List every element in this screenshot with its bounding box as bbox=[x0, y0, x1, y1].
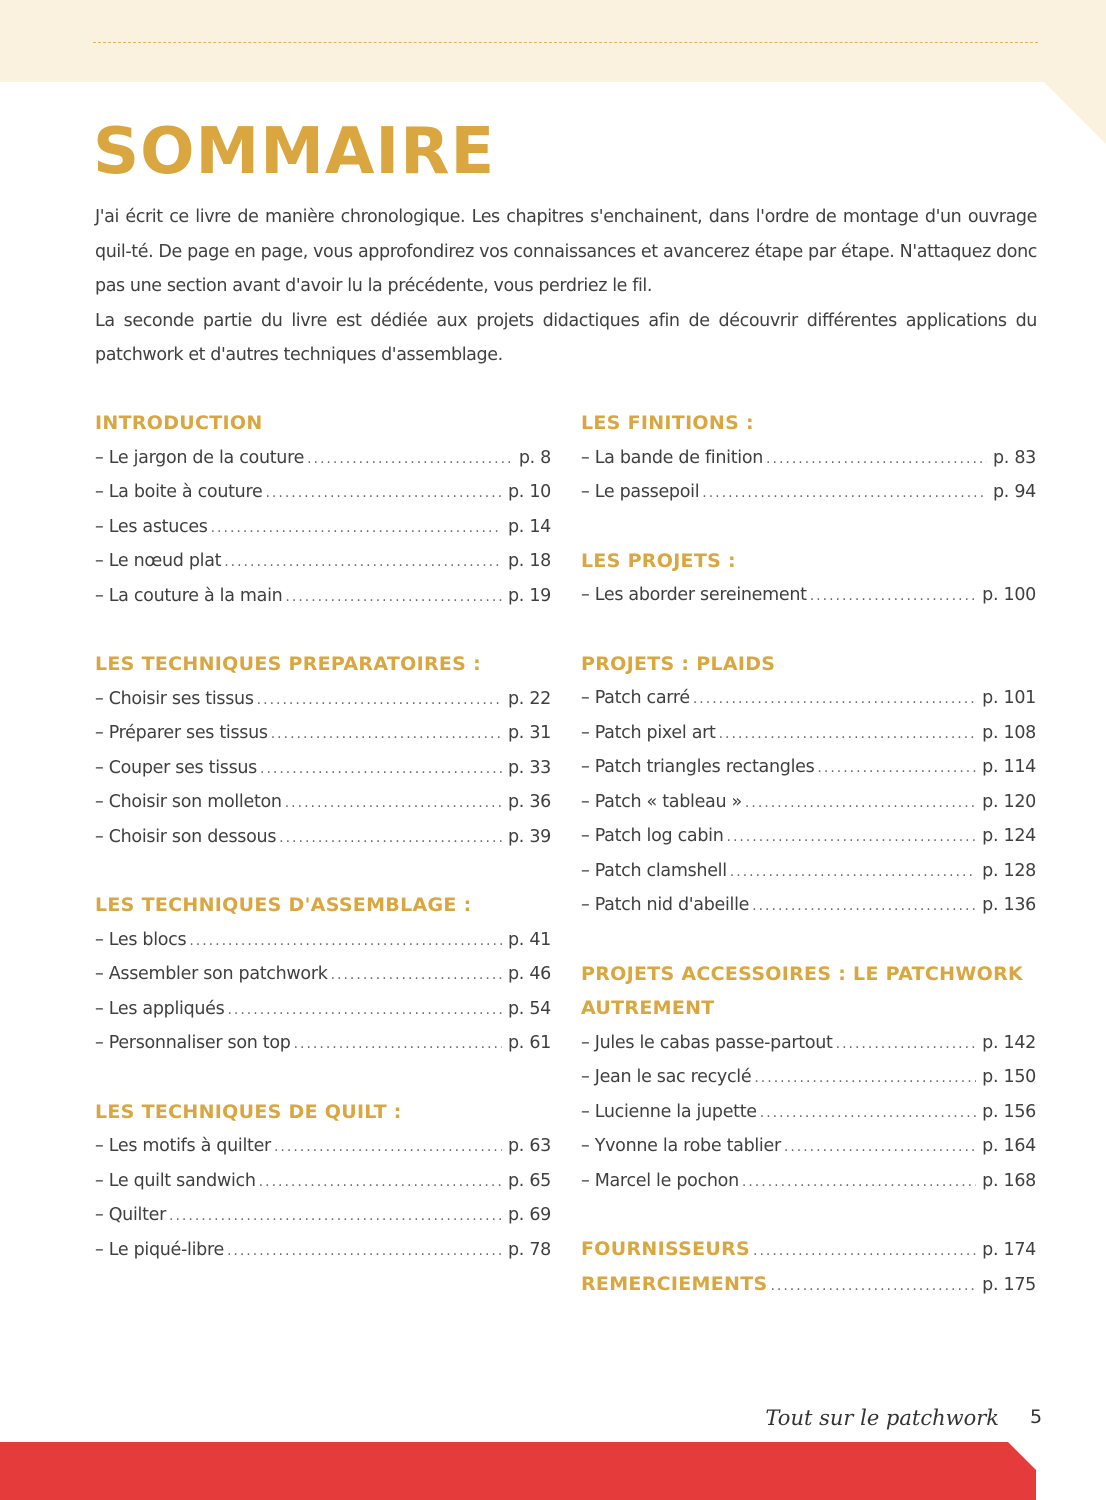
toc-entry[interactable] bbox=[95, 1164, 551, 1199]
toc-entry-page: p. 19 bbox=[507, 585, 551, 606]
toc-entry-label: – Patch nid d'abeille bbox=[581, 895, 750, 915]
toc-entry-page: p. 120 bbox=[982, 791, 1036, 812]
toc-entry-label: – Marcel le pochon bbox=[581, 1170, 739, 1191]
toc-entry[interactable] bbox=[95, 1026, 551, 1061]
dot-leader bbox=[227, 1234, 502, 1269]
toc-entry-label: – Les appliqués bbox=[95, 998, 225, 1019]
top-dashed-rule bbox=[93, 42, 1038, 43]
toc-entry-label: – Le nœud plat bbox=[95, 551, 222, 571]
dot-leader bbox=[169, 1199, 502, 1234]
dot-leader bbox=[189, 924, 502, 959]
toc-entry-label: REMERCIEMENTS bbox=[581, 1272, 768, 1295]
dot-leader bbox=[285, 786, 502, 821]
spacer bbox=[581, 510, 1036, 544]
dot-leader bbox=[285, 580, 502, 615]
dot-leader bbox=[754, 1061, 976, 1096]
intro-paragraph-1: J'ai écrit ce livre de manière chronologique. Les chapitres s'enchainent, dans l'ordre de montage d'un ouvrage quil-té. De page en page, vous approfondirez vos connaissances et avancerez étape par étape. N'attaquez donc pas une section avant d'avoir lu la précédente, vous perdriez le fil. bbox=[95, 207, 1037, 296]
toc-entry[interactable] bbox=[581, 854, 1036, 889]
book-title-footer: Tout sur le patchwork bbox=[765, 1406, 999, 1430]
section-heading-introduction: INTRODUCTION bbox=[95, 412, 263, 434]
section-heading-plaids: PROJETS : PLAIDS bbox=[581, 652, 776, 675]
toc-entry[interactable] bbox=[581, 1026, 1036, 1061]
toc-entry-page: p. 63 bbox=[507, 1136, 551, 1156]
toc-entry[interactable] bbox=[95, 716, 551, 751]
dot-leader bbox=[227, 993, 502, 1028]
toc-entry-label: – Patch triangles rectangles bbox=[581, 757, 815, 777]
toc-entry[interactable] bbox=[581, 716, 1036, 751]
toc-entry-page: p. 10 bbox=[507, 482, 551, 502]
section-heading-finitions: LES FINITIONS : bbox=[581, 412, 754, 434]
toc-entry-page: p. 83 bbox=[992, 447, 1036, 468]
intro-text bbox=[95, 200, 1037, 373]
section-heading-assemblage: LES TECHNIQUES D'ASSEMBLAGE : bbox=[95, 894, 472, 916]
toc-entry-label: – Les astuces bbox=[95, 516, 208, 537]
toc-entry-label: – La boite à couture bbox=[95, 482, 263, 502]
toc-entry-fournisseurs[interactable] bbox=[581, 1232, 1036, 1267]
toc-entry-label: FOURNISSEURS bbox=[581, 1238, 750, 1260]
corner-fold-decoration bbox=[1044, 82, 1106, 144]
toc-entry-page: p. 65 bbox=[507, 1170, 551, 1191]
toc-entry-page: p. 175 bbox=[982, 1274, 1036, 1295]
toc-entry[interactable] bbox=[95, 544, 551, 579]
spacer bbox=[95, 854, 551, 888]
dot-leader bbox=[817, 751, 976, 786]
dot-leader bbox=[745, 786, 976, 821]
toc-entry-page: p. 78 bbox=[507, 1239, 551, 1260]
toc-entry-label: – Les blocs bbox=[95, 929, 187, 950]
toc-entry[interactable] bbox=[95, 682, 551, 717]
toc-entry-label: – Patch « tableau » bbox=[581, 791, 742, 812]
toc-entry-page: p. 61 bbox=[507, 1033, 551, 1053]
dot-leader bbox=[719, 717, 977, 752]
section-heading-accessoires-line2: AUTREMENT bbox=[581, 997, 715, 1019]
toc-entry-page: p. 156 bbox=[982, 1101, 1036, 1122]
toc-entry[interactable] bbox=[581, 750, 1036, 785]
toc-entry-label: – Préparer ses tissus bbox=[95, 723, 268, 743]
dot-leader bbox=[753, 1234, 976, 1269]
toc-entry-page: p. 136 bbox=[982, 895, 1036, 915]
dot-leader bbox=[279, 821, 502, 856]
dot-leader bbox=[331, 958, 502, 993]
toc-entry-page: p. 100 bbox=[982, 585, 1036, 605]
toc-entry[interactable] bbox=[581, 1060, 1036, 1095]
toc-entry-page: p. 164 bbox=[982, 1136, 1036, 1156]
toc-entry[interactable] bbox=[95, 785, 551, 820]
toc-entry-page: p. 94 bbox=[992, 482, 1036, 502]
toc-entry-label: – Les motifs à quilter bbox=[95, 1136, 271, 1156]
toc-entry-label: – Patch carré bbox=[581, 688, 690, 708]
dot-leader bbox=[693, 682, 976, 717]
dot-leader bbox=[770, 1269, 976, 1304]
toc-entry-page: p. 174 bbox=[982, 1240, 1036, 1260]
toc-entry-label: – Le jargon de la couture bbox=[95, 447, 305, 468]
toc-right-column bbox=[581, 406, 1036, 1301]
intro-paragraph-2: La seconde partie du livre est dédiée aux projets didactiques afin de découvrir différentes applications du patchwork et d'autres techniques d'assemblage. bbox=[95, 310, 1037, 365]
toc-entry-label: – Patch log cabin bbox=[581, 826, 724, 846]
toc-entry-label: – Le quilt sandwich bbox=[95, 1170, 256, 1191]
toc-entry-page: p. 22 bbox=[507, 688, 551, 709]
toc-entry-label: – Choisir son molleton bbox=[95, 792, 282, 812]
dot-leader bbox=[294, 1027, 502, 1062]
toc-entry-label: – Jules le cabas passe-partout bbox=[581, 1032, 833, 1053]
dot-leader bbox=[257, 683, 502, 718]
dot-leader bbox=[784, 1130, 976, 1165]
section-heading-quilt: LES TECHNIQUES DE QUILT : bbox=[95, 1100, 402, 1123]
spacer bbox=[95, 613, 551, 647]
toc-entry-label: – Patch clamshell bbox=[581, 860, 727, 881]
dot-leader bbox=[274, 1130, 502, 1165]
toc-entry[interactable] bbox=[95, 820, 551, 855]
toc-entry-label: – Le piqué-libre bbox=[95, 1239, 224, 1260]
dot-leader bbox=[259, 1165, 502, 1200]
toc-entry[interactable] bbox=[581, 819, 1036, 854]
toc-entry-label: – Le passepoil bbox=[581, 482, 700, 502]
toc-entry-page: p. 46 bbox=[507, 964, 551, 984]
toc-entry-page: p. 36 bbox=[507, 792, 551, 812]
toc-entry-label: – Les aborder sereinement bbox=[581, 585, 807, 605]
toc-entry-label: – La bande de finition bbox=[581, 447, 764, 468]
toc-entry-label: – Jean le sac recyclé bbox=[581, 1067, 752, 1087]
toc-entry[interactable] bbox=[581, 888, 1036, 923]
toc-entry[interactable] bbox=[581, 681, 1036, 716]
toc-entry[interactable] bbox=[95, 475, 551, 510]
toc-entry-page: p. 8 bbox=[518, 447, 551, 468]
spacer bbox=[581, 1198, 1036, 1232]
section-heading-accessoires-line1: PROJETS ACCESSOIRES : LE PATCHWORK bbox=[581, 962, 1024, 985]
toc-entry-label: – La couture à la main bbox=[95, 585, 283, 606]
toc-entry-page: p. 168 bbox=[982, 1170, 1036, 1191]
toc-entry-page: p. 124 bbox=[982, 826, 1036, 846]
toc-entry-page: p. 31 bbox=[507, 723, 551, 743]
toc-entry-page: p. 101 bbox=[982, 688, 1036, 708]
toc-entry[interactable] bbox=[95, 957, 551, 992]
toc-left-column bbox=[95, 406, 551, 1267]
dot-leader bbox=[752, 889, 976, 924]
toc-entry[interactable] bbox=[581, 1164, 1036, 1199]
page-title: SOMMAIRE bbox=[93, 115, 496, 189]
toc-entry[interactable] bbox=[95, 1198, 551, 1233]
toc-entry[interactable] bbox=[95, 441, 551, 476]
toc-entry-label: – Patch pixel art bbox=[581, 722, 716, 743]
toc-entry[interactable] bbox=[95, 579, 551, 614]
toc-entry-label: – Lucienne la jupette bbox=[581, 1101, 757, 1122]
spacer bbox=[581, 613, 1036, 647]
dot-leader bbox=[742, 1165, 976, 1200]
dot-leader bbox=[760, 1096, 976, 1131]
toc-entry[interactable] bbox=[581, 578, 1036, 613]
bottom-red-banner bbox=[0, 1442, 1106, 1500]
toc-entry[interactable] bbox=[581, 1095, 1036, 1130]
toc-entry-label: – Choisir son dessous bbox=[95, 826, 277, 847]
toc-entry-page: p. 114 bbox=[982, 757, 1036, 777]
dot-leader bbox=[810, 579, 976, 614]
toc-entry-page: p. 39 bbox=[507, 826, 551, 847]
section-heading-preparatoires: LES TECHNIQUES PREPARATOIRES : bbox=[95, 653, 481, 675]
toc-entry-label: – Quilter bbox=[95, 1205, 167, 1225]
spacer bbox=[581, 923, 1036, 957]
section-heading-projets: LES PROJETS : bbox=[581, 549, 736, 572]
top-banner bbox=[0, 0, 1106, 82]
dot-leader bbox=[260, 752, 502, 787]
dot-leader bbox=[211, 511, 502, 546]
toc-entry-page: p. 33 bbox=[507, 757, 551, 778]
spacer bbox=[95, 1061, 551, 1095]
toc-entry[interactable] bbox=[581, 1129, 1036, 1164]
toc-entry[interactable] bbox=[95, 510, 551, 545]
toc-entry-label: – Choisir ses tissus bbox=[95, 688, 254, 709]
dot-leader bbox=[766, 442, 987, 477]
toc-entry-label: – Assembler son patchwork bbox=[95, 964, 328, 984]
toc-entry-label: – Personnaliser son top bbox=[95, 1033, 291, 1053]
toc-entry-page: p. 41 bbox=[507, 929, 551, 950]
toc-entry[interactable] bbox=[581, 785, 1036, 820]
toc-entry-page: p. 128 bbox=[982, 860, 1036, 881]
dot-leader bbox=[271, 717, 502, 752]
dot-leader bbox=[727, 820, 977, 855]
toc-entry-page: p. 18 bbox=[507, 551, 551, 571]
toc-entry[interactable] bbox=[581, 441, 1036, 476]
toc-entry-page: p. 150 bbox=[982, 1067, 1036, 1087]
dot-leader bbox=[224, 545, 502, 580]
toc-entry[interactable] bbox=[581, 475, 1036, 510]
dot-leader bbox=[307, 442, 513, 477]
dot-leader bbox=[702, 476, 987, 511]
dot-leader bbox=[265, 476, 502, 511]
dot-leader bbox=[836, 1027, 977, 1062]
toc-entry[interactable] bbox=[95, 1129, 551, 1164]
toc-entry-page: p. 142 bbox=[982, 1032, 1036, 1053]
toc-entry-page: p. 69 bbox=[507, 1205, 551, 1225]
toc-entry-page: p. 54 bbox=[507, 998, 551, 1019]
dot-leader bbox=[730, 855, 976, 890]
toc-entry-page: p. 108 bbox=[982, 722, 1036, 743]
page-number: 5 bbox=[1030, 1406, 1043, 1428]
toc-entry-remerciements[interactable] bbox=[581, 1267, 1036, 1302]
toc-entry[interactable] bbox=[95, 923, 551, 958]
toc-entry[interactable] bbox=[95, 751, 551, 786]
toc-entry-label: – Couper ses tissus bbox=[95, 757, 257, 778]
toc-entry-label: – Yvonne la robe tablier bbox=[581, 1136, 781, 1156]
toc-entry[interactable] bbox=[95, 1233, 551, 1268]
toc-entry-page: p. 14 bbox=[507, 516, 551, 537]
toc-entry[interactable] bbox=[95, 992, 551, 1027]
